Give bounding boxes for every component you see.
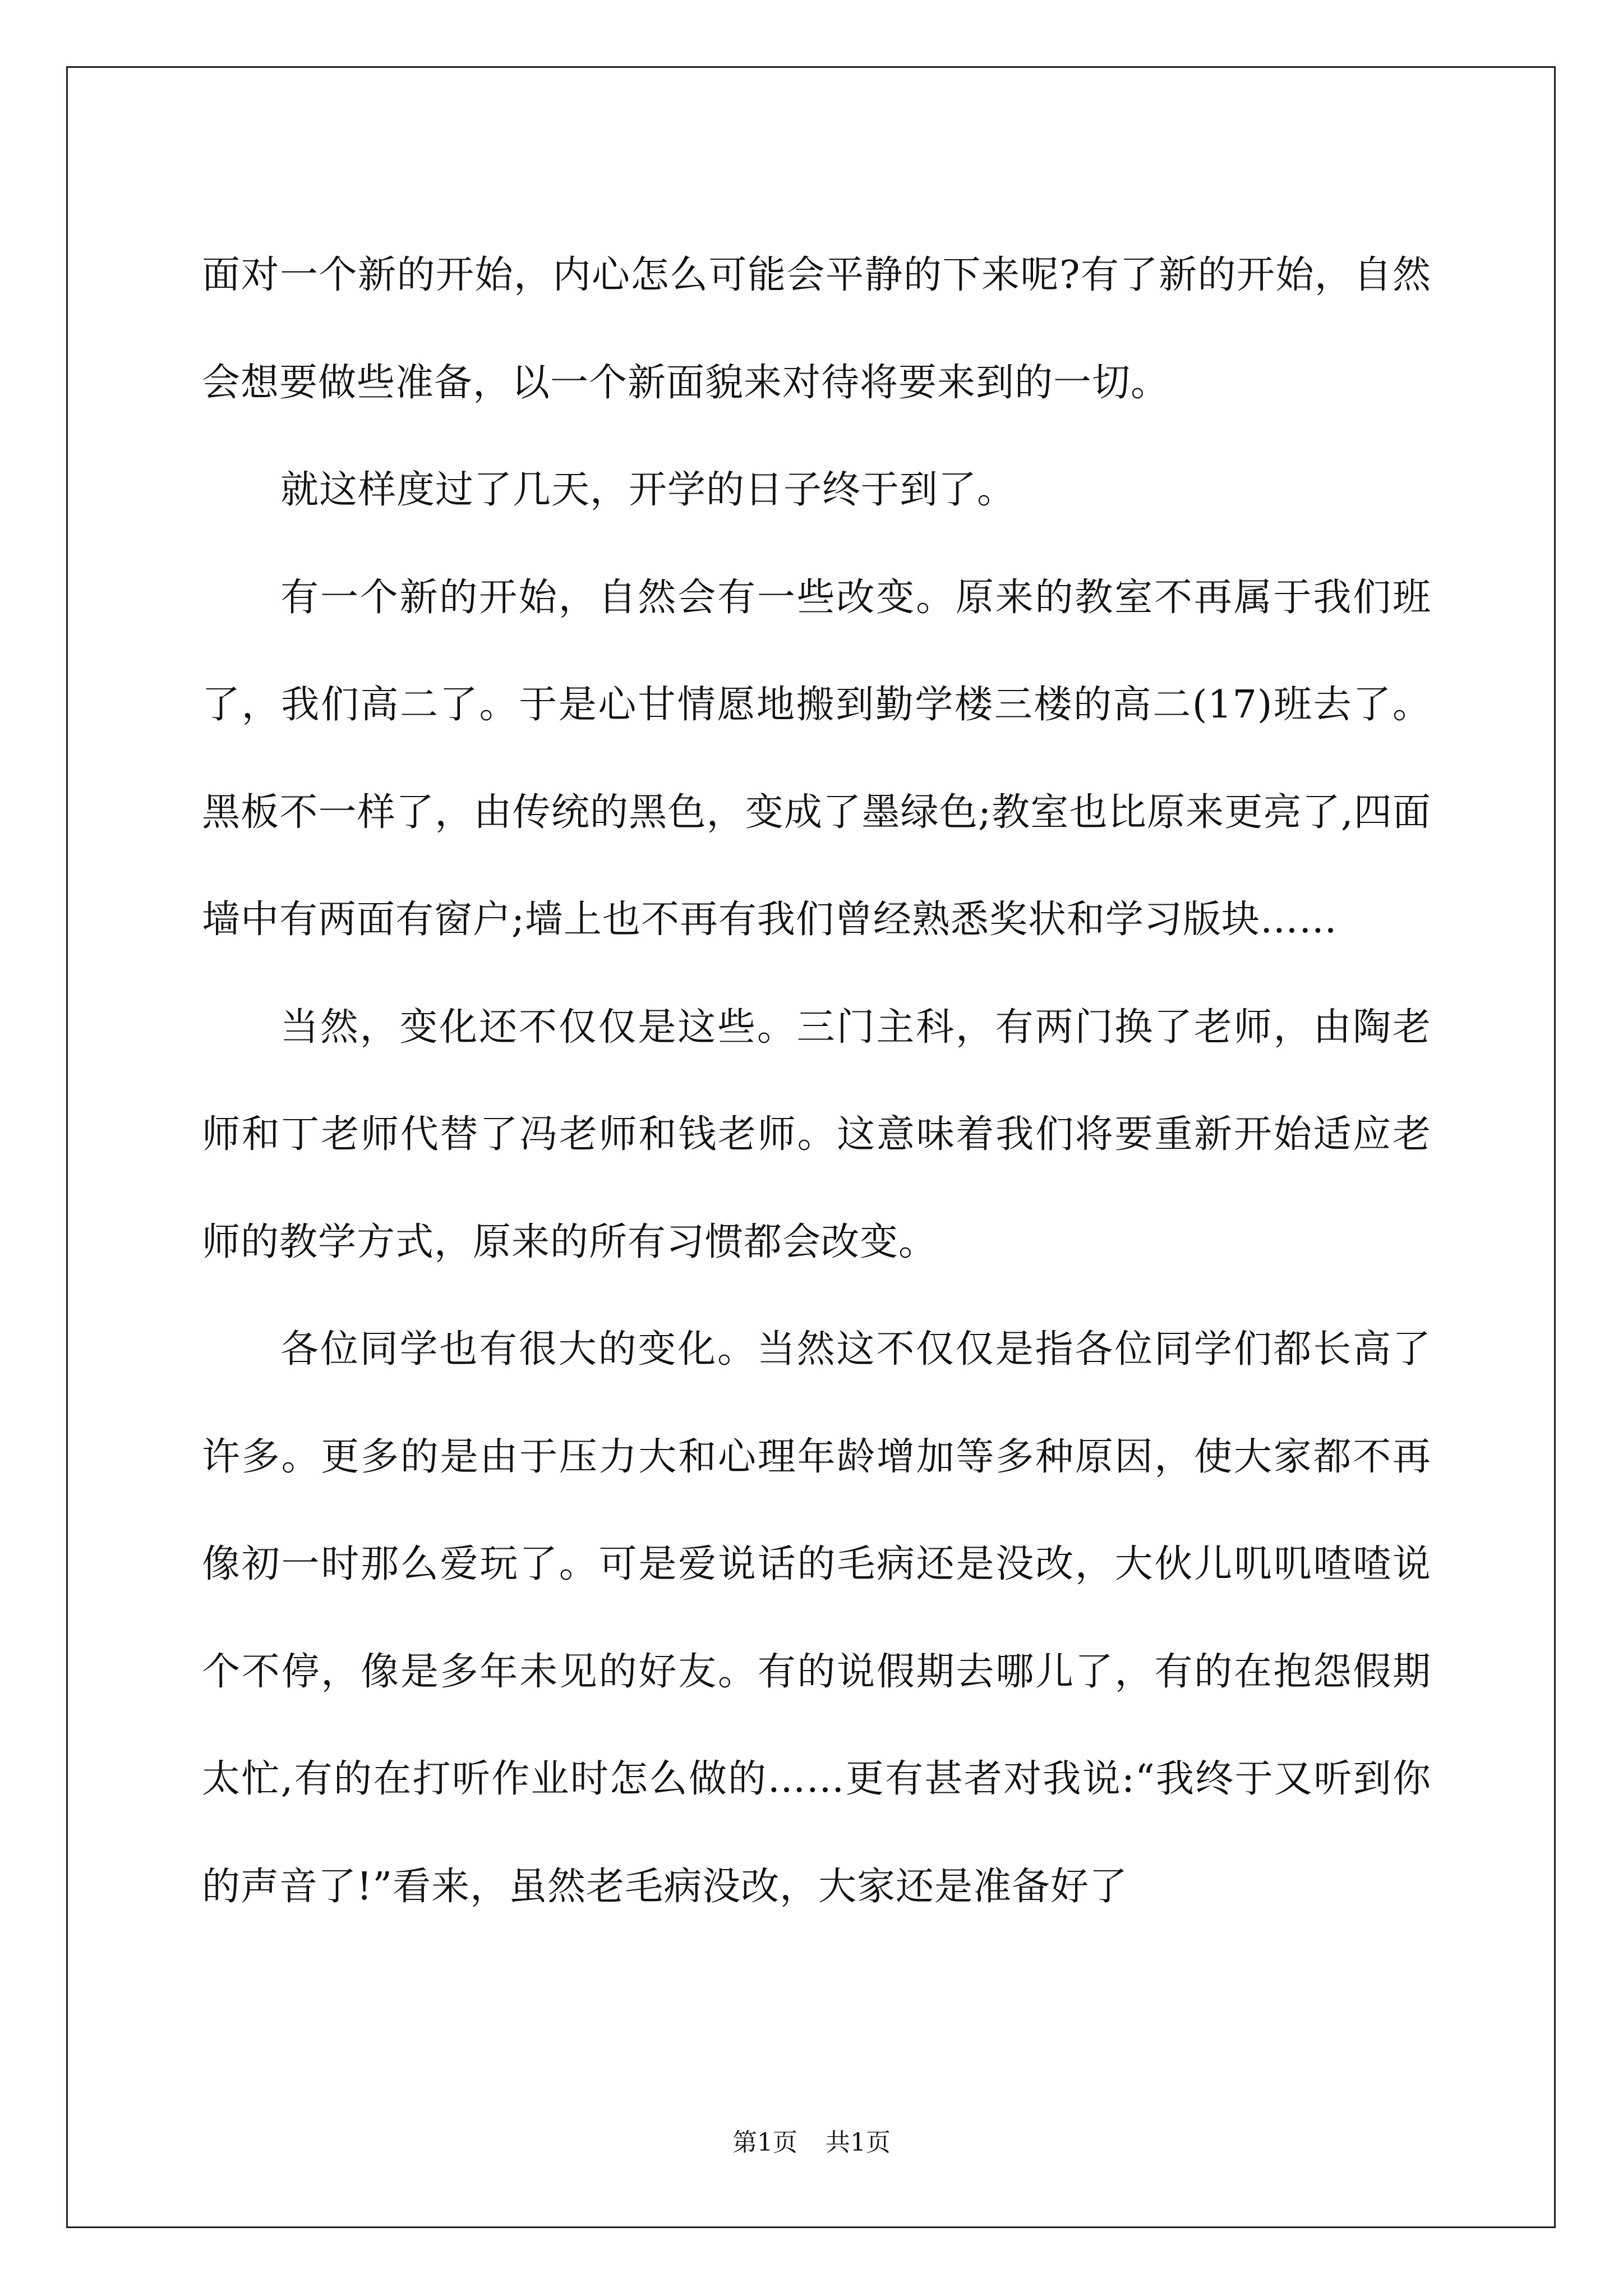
paragraph-1: 面对一个新的开始，内心怎么可能会平静的下来呢?有了新的开始，自然会想要做些准备，以一个新面貌来对待将要来到的一切。: [202, 253, 1431, 405]
paragraph-5: 各位同学也有很大的变化。当然这不仅仅是指各位同学们都长高了许多。更多的是由于压力大和心理年龄增加等多种原因，使大家都不再像初一时那么爱玩了。可是爱说话的毛病还是没改，大伙儿叽叽喳喳说个不停，像是多年未见的好友。有的说假期去哪儿了，有的在抱怨假期太忙,有的在打听作业时怎么做的……更有甚者对我说:“我终于又听到你的声音了!”看来，虽然老毛病没改，大家还是准备好了: [202, 1327, 1431, 1909]
page-number: 第1页: [732, 2128, 797, 2157]
page-footer: [0, 2126, 1623, 2160]
paragraph-2: 就这样度过了几天，开学的日子终于到了。: [280, 468, 1016, 512]
paragraph-4: 当然，变化还不仅仅是这些。三门主科，有两门换了老师，由陶老师和丁老师代替了冯老师和钱老师。这意味着我们将要重新开始适应老师的教学方式，原来的所有习惯都会改变。: [202, 1005, 1431, 1264]
document-body: [202, 222, 1431, 1940]
paragraph-3: 有一个新的开始，自然会有一些改变。原来的教室不再属于我们班了，我们高二了。于是心甘情愿地搬到勤学楼三楼的高二(17)班去了。黑板不一样了，由传统的黑色，变成了墨绿色;教室也比原来更亮了,四面墙中有两面有窗户;墙上也不再有我们曾经熟悉奖状和学习版块……: [202, 575, 1431, 942]
page-total: 共1页: [826, 2128, 891, 2157]
